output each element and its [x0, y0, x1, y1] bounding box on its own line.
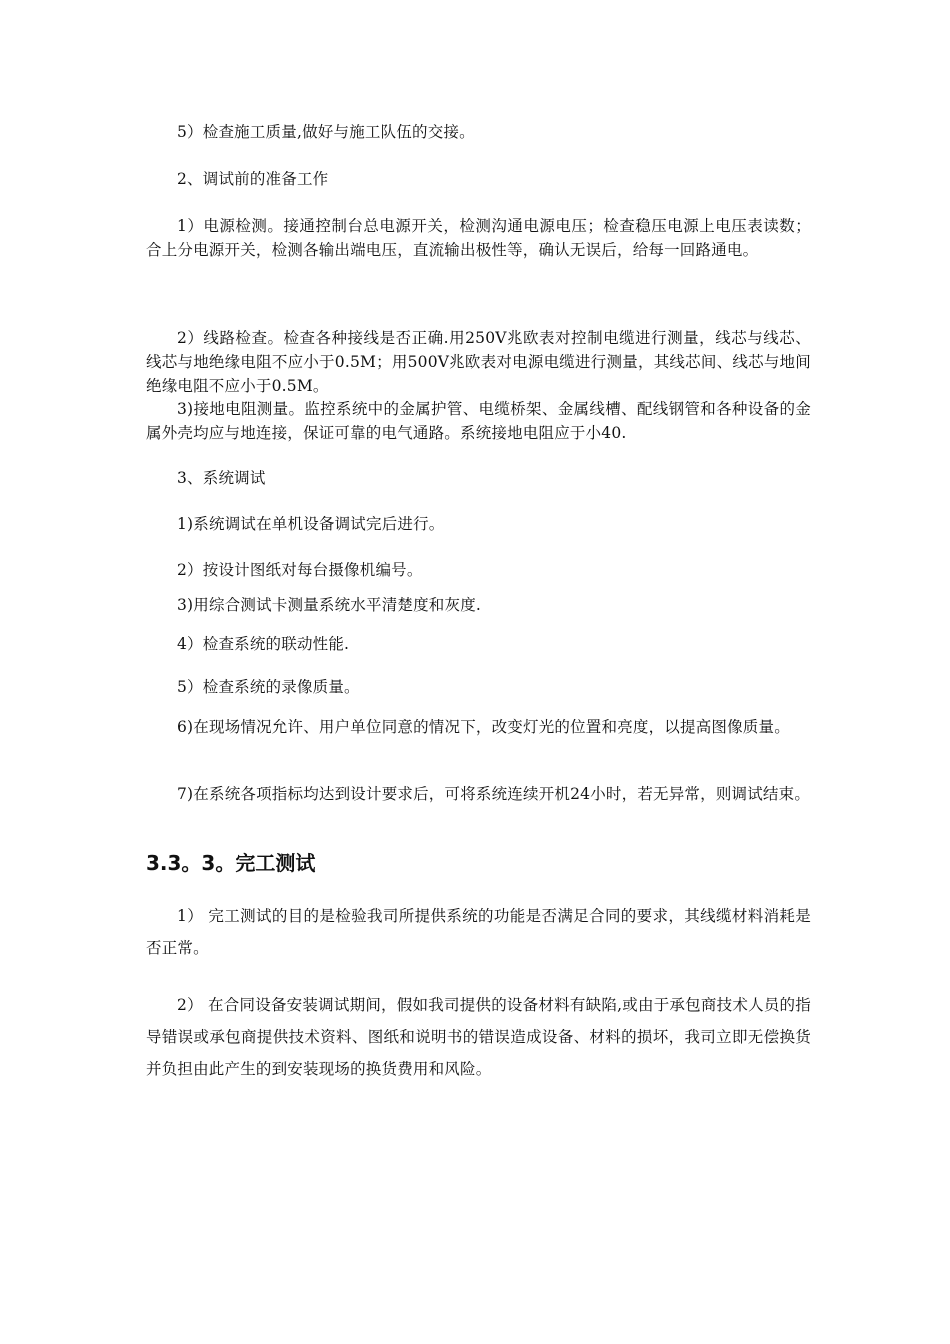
paragraph-system-debug-7: 7)在系统各项指标均达到设计要求后，可将系统连续开机24小时，若无异常，则调试结束。 — [177, 785, 811, 803]
section-heading-completion-test: 3.3。3。完工测试 — [146, 851, 316, 875]
paragraph-system-debug-6: 6)在现场情况允许、用户单位同意的情况下，改变灯光的位置和亮度，以提高图像质量。 — [177, 718, 790, 736]
section-system-debug-title: 3、系统调试 — [177, 469, 266, 487]
paragraph-line-check: 2）线路检查。检查各种接线是否正确.用250V兆欧表对控制电缆进行测量，线芯与线芯、线芯与地绝缘电阻不应小于0.5M；用500V兆欧表对电源电缆进行测量，其线芯间、线芯与地间绝缘电阻不应小于0.5M。 — [146, 329, 811, 395]
paragraph-completion-purpose: 1） 完工测试的目的是检验我司所提供系统的功能是否满足合同的要求，其线缆材料消耗是否正常。 — [146, 907, 811, 957]
paragraph-system-debug-5: 5）检查系统的录像质量。 — [177, 678, 360, 696]
paragraph-defect-liability: 2） 在合同设备安装调试期间，假如我司提供的设备材料有缺陷,或由于承包商技术人员的指导错误或承包商提供技术资料、图纸和说明书的错误造成设备、材料的损坏，我司立即无偿换货并负担由此产生的到安装现场的换货费用和风险。 — [146, 996, 811, 1078]
paragraph-check-quality: 5）检查施工质量,做好与施工队伍的交接。 — [177, 123, 475, 141]
section-preparation-title: 2、调试前的准备工作 — [177, 170, 329, 188]
paragraph-system-debug-1: 1)系统调试在单机设备调试完后进行。 — [177, 515, 445, 533]
paragraph-system-debug-2: 2）按设计图纸对每台摄像机编号。 — [177, 561, 423, 579]
paragraph-grounding: 3)接地电阻测量。监控系统中的金属护管、电缆桥架、金属线槽、配线钢管和各种设备的金属外壳均应与地连接，保证可靠的电气通路。系统接地电阻应于小40. — [146, 400, 811, 442]
paragraph-system-debug-4: 4）检查系统的联动性能. — [177, 635, 350, 653]
paragraph-system-debug-3: 3)用综合测试卡测量系统水平清楚度和灰度. — [177, 596, 482, 614]
paragraph-power-check: 1）电源检测。接通控制台总电源开关，检测沟通电源电压；检查稳压电源上电压表读数；合上分电源开关，检测各输出端电压，直流输出极性等，确认无误后，给每一回路通电。 — [146, 217, 811, 259]
